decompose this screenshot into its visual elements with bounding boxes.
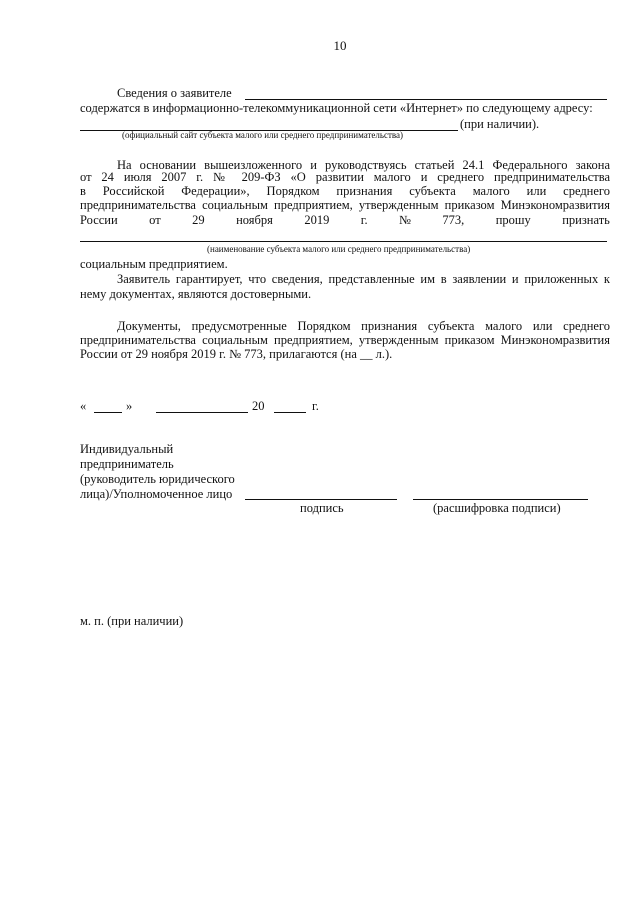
signatory-line-1: Индивидуальный <box>80 442 174 456</box>
documents-line-1: Документы, предусмотренные Порядком признания субъекта малого или среднего <box>117 319 610 333</box>
enterprise-name-line[interactable] <box>80 241 607 242</box>
year-suffix: г. <box>312 399 319 413</box>
open-quote: « <box>80 399 87 413</box>
year-century: 20 <box>252 399 265 413</box>
enterprise-name-caption: (наименование субъекта малого или среднего предпринимательства) <box>207 244 471 254</box>
basis-line-5 <box>80 213 610 229</box>
stamp-place: м. п. (при наличии) <box>80 614 184 628</box>
documents-line-3: России от 29 ноября 2019 г. № 773, прилагаются (на __ л.). <box>80 347 393 361</box>
applicant-name-line[interactable] <box>245 99 607 100</box>
guarantee-line-1: Заявитель гарантирует, что сведения, представленные им в заявлении и приложенных к <box>117 272 610 286</box>
year-field[interactable] <box>274 412 306 413</box>
word: прошу <box>495 213 531 227</box>
word: 773, <box>442 213 465 227</box>
signatory-line-2: предприниматель <box>80 457 174 471</box>
date-row <box>80 399 340 415</box>
guarantee-line-2: нему документах, являются достоверными. <box>80 287 312 301</box>
applicant-label: Сведения о заявителе <box>117 86 232 100</box>
word: г. <box>360 213 368 227</box>
word: России <box>80 213 118 227</box>
word: № <box>399 213 411 227</box>
close-quote: » <box>126 399 133 413</box>
signatory-line-4: лица)/Уполномоченное лицо <box>80 487 233 501</box>
signatory-line-3: (руководитель юридического <box>80 472 235 486</box>
signature-caption: подпись <box>300 501 344 515</box>
word: 29 <box>192 213 205 227</box>
word: 2019 <box>304 213 330 227</box>
month-field[interactable] <box>156 412 248 413</box>
basis-line-4: предпринимательства социальным предприятием, утвержденным приказом Минэкономразвития <box>80 198 610 212</box>
documents-line-2: предпринимательства социальным предприятием, утвержденным приказом Минэкономразвития <box>80 333 610 347</box>
basis-line-2: от 24 июля 2007 г. № 209-ФЗ «О развитии малого и среднего предпринимательства <box>80 170 610 184</box>
day-field[interactable] <box>94 412 122 413</box>
word: от <box>149 213 161 227</box>
decoding-caption: (расшифровка подписи) <box>433 501 561 515</box>
if-available-text: (при наличии). <box>460 117 540 131</box>
basis-line-6: социальным предприятием. <box>80 257 228 271</box>
basis-line-3: в Российской Федерации», Порядком признания субъекта малого или среднего <box>80 184 610 198</box>
decoding-line[interactable] <box>413 499 588 500</box>
basis-line-1: На основании вышеизложенного и руководствуясь статьей 24.1 Федерального закона <box>117 158 610 172</box>
website-caption: (официальный сайт субъекта малого или среднего предпринимательства) <box>122 130 404 140</box>
word: признать <box>562 213 610 227</box>
page-number: 10 <box>333 38 347 53</box>
word: ноября <box>236 213 273 227</box>
signature-line[interactable] <box>245 499 397 500</box>
internet-address-text: содержатся в информационно-телекоммуникационной сети «Интернет» по следующему адресу: <box>80 101 593 115</box>
